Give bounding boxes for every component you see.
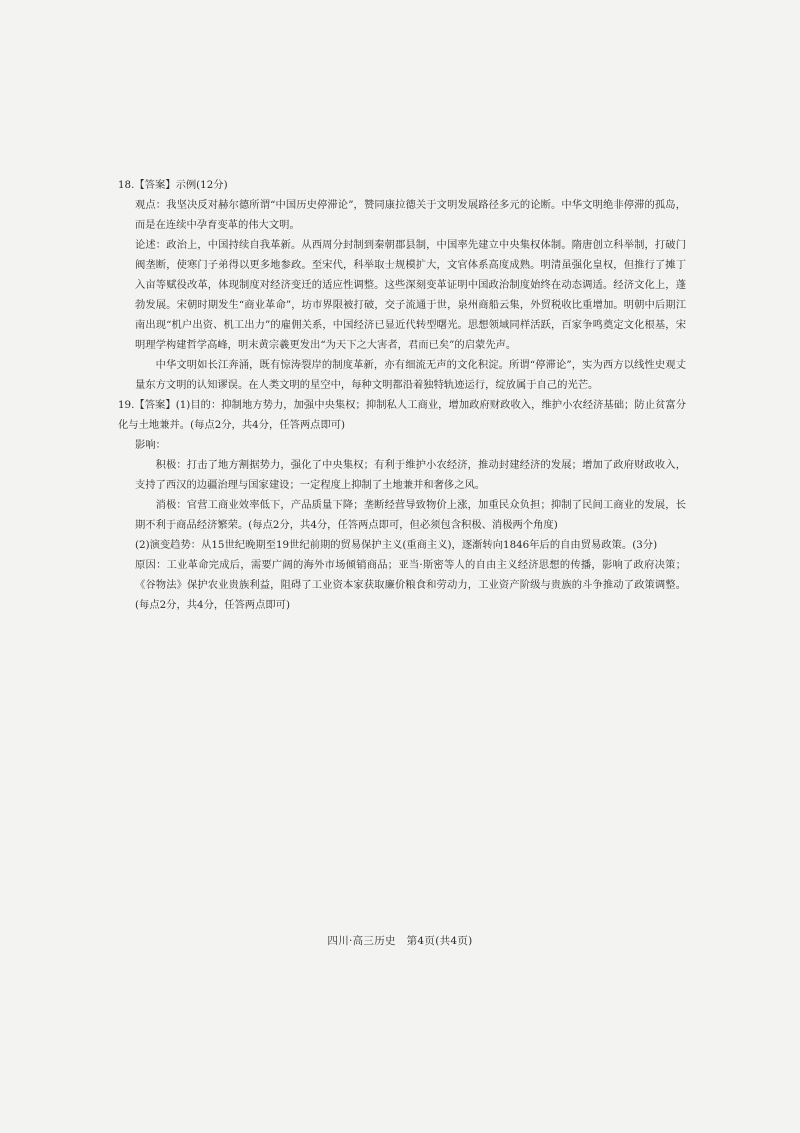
question-19 — [118, 395, 686, 615]
q18-heading: 18.【答案】示例(12分) — [118, 179, 228, 191]
page-footer: 四川·高三历史 第4页(共4页) — [327, 935, 473, 947]
q19-impact-label: 影响： — [135, 439, 166, 451]
q19-part2-trend: (2)演变趋势：从15世纪晚期至19世纪前期的贸易保护主义(重商主义)，逐渐转向1846年后的自由贸易政策。(3分) — [135, 539, 658, 551]
q18-conclusion: 中华文明如长江奔涌，既有惊涛裂岸的制度革新，亦有细流无声的文化积淀。所谓“停滞论”，实为西方以线性史观丈量东方文明的认知谬误。在人类文明的星空中，每种文明都沿着独特轨迹运行，绽放属于自己的光芒。 — [135, 359, 686, 391]
q19-impact-positive: 积极：打击了地方割据势力，强化了中央集权；有利于维护小农经济，推动封建经济的发展；增加了政府财政收入，支持了西汉的边疆治理与国家建设；一定程度上抑制了土地兼并和奢侈之风。 — [135, 459, 686, 491]
q19-part1-purpose: 19.【答案】(1)目的：抑制地方势力，加强中央集权；抑制私人工商业，增加政府财政收入，维护小农经济基础；防止贫富分化与土地兼并。(每点2分，共4分，任答两点即可) — [118, 399, 686, 431]
answer-content — [118, 175, 686, 615]
q19-impact-negative: 消极：官营工商业效率低下，产品质量下降；垄断经营导致物价上涨，加重民众负担；抑制了民间工商业的发展，长期不利于商品经济繁荣。(每点2分，共4分，任答两点即可，但必须包含积极、消极两个角度) — [135, 499, 686, 531]
q18-viewpoint: 观点：我坚决反对赫尔德所谓“中国历史停滞论”，赞同康拉德关于文明发展路径多元的论断。中华文明绝非停滞的孤岛，而是在连续中孕育变革的伟大文明。 — [135, 199, 686, 231]
question-18 — [118, 175, 686, 395]
q19-part2-reason: 原因：工业革命完成后，需要广阔的海外市场倾销商品；亚当·斯密等人的自由主义经济思想的传播，影响了政府决策；《谷物法》保护农业贵族利益，阻碍了工业资本家获取廉价粮食和劳动力，工业资产阶级与贵族的斗争推动了政策调整。(每点2分，共4分，任答两点即可) — [135, 559, 686, 611]
q18-argument: 论述：政治上，中国持续自我革新。从西周分封制到秦朝郡县制，中国率先建立中央集权体制。隋唐创立科举制，打破门阀垄断，使寒门子弟得以更多地参政。至宋代，科举取士规模扩大，文官体系高度成熟。明清虽强化皇权，但推行了摊丁入亩等赋役改革，体现制度对经济变迁的适应性调整。这些深刻变革证明中国政治制度始终在动态调适。经济文化上，蓬勃发展。宋朝时期发生“商业革命”，坊市界限被打破，交子流通于世，泉州商船云集，外贸税收比重增加。明朝中后期江南出现“机户出资、机工出力”的雇佣关系，中国经济已显近代转型曙光。思想领域同样活跃，百家争鸣奠定文化根基，宋明理学构建哲学高峰，明末黄宗羲更发出“为天下之大害者，君而已矣”的启蒙先声。 — [135, 239, 686, 351]
